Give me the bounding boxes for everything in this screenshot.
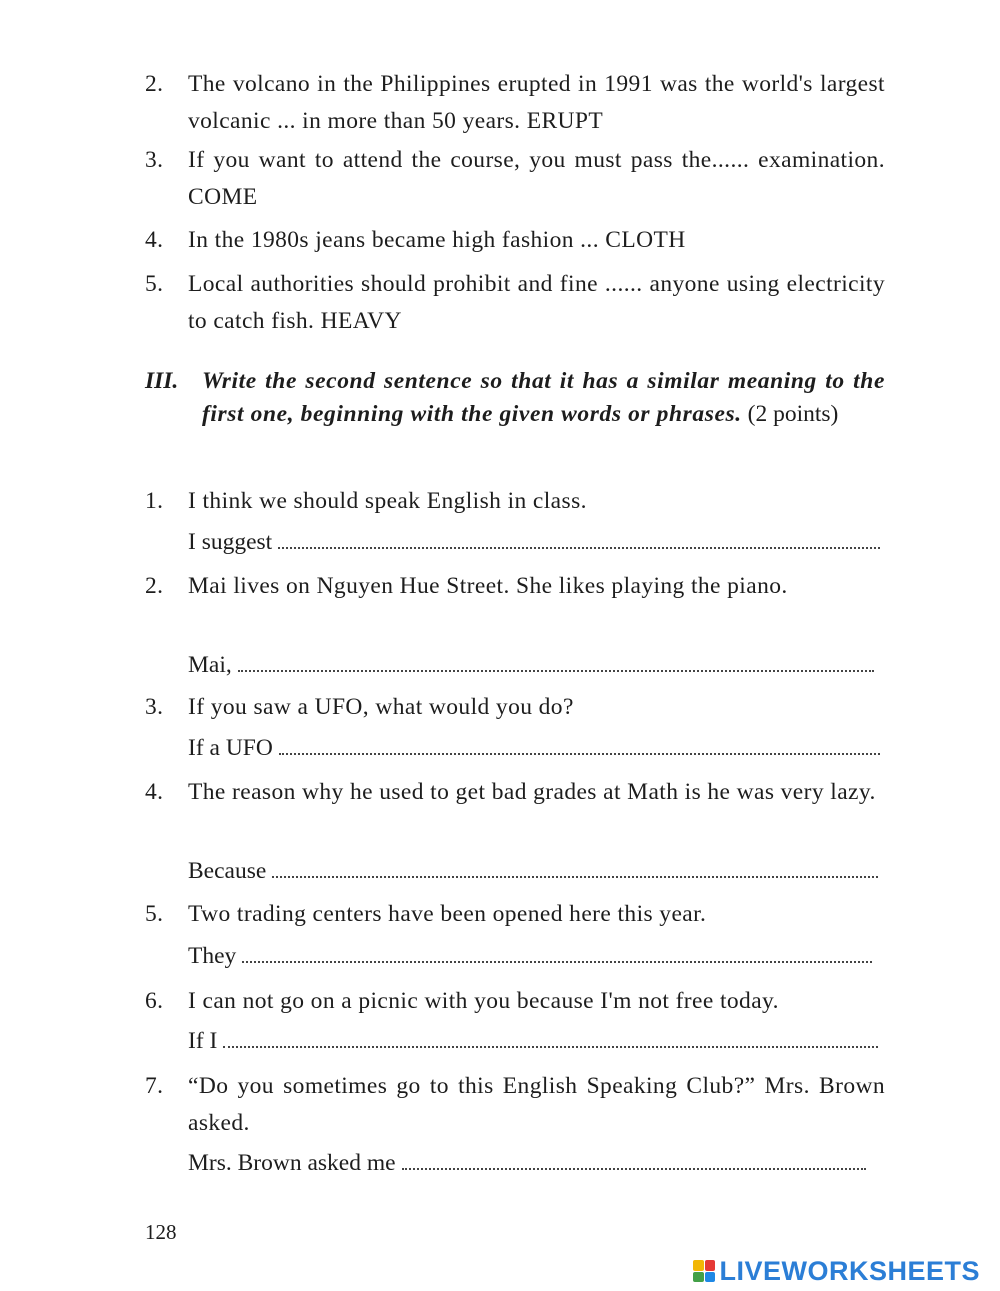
item-text: If you want to attend the course, you must pass the...... examination. COME	[188, 147, 885, 210]
item-number: 2.	[145, 573, 164, 599]
item-number: 4.	[145, 779, 164, 805]
answer-line[interactable]	[188, 1146, 866, 1180]
item-text: “Do you sometimes go to this English Speaking Club?” Mrs. Brown asked.	[188, 1073, 885, 1136]
item-text: Local authorities should prohibit and fine ...... anyone using electricity to catch fish. HEAVY	[188, 271, 885, 334]
liveworksheets-logo-icon	[693, 1260, 715, 1282]
answer-blank[interactable]	[279, 731, 880, 755]
item-text: The volcano in the Philippines erupted in 1991 was the world's largest volcanic ... in more than 50 years. ERUPT	[188, 71, 885, 134]
answer-blank[interactable]	[272, 854, 878, 878]
exercise-item	[145, 142, 885, 216]
exercise-item	[145, 222, 885, 259]
answer-line[interactable]	[188, 525, 880, 559]
item-text: If you saw a UFO, what would you do?	[188, 694, 574, 720]
item-text: I think we should speak English in class.	[188, 488, 587, 514]
exercise-item	[145, 689, 885, 726]
answer-start: If a UFO	[188, 735, 273, 761]
answer-start: Mai,	[188, 652, 232, 678]
item-number: 3.	[145, 147, 164, 173]
answer-start: Because	[188, 858, 267, 884]
item-text: Two trading centers have been opened here this year.	[188, 901, 707, 927]
item-number: 5.	[145, 901, 164, 927]
exercise-item	[145, 983, 885, 1020]
section-heading	[145, 365, 885, 465]
answer-start: I suggest	[188, 529, 273, 555]
exercise-item	[145, 483, 885, 520]
answer-blank[interactable]	[223, 1024, 878, 1048]
exercise-item	[145, 266, 885, 340]
answer-line[interactable]	[188, 854, 878, 888]
page-number: 128	[145, 1220, 177, 1244]
answer-start: Mrs. Brown asked me	[188, 1150, 396, 1176]
item-number: 2.	[145, 71, 164, 97]
brand-footer	[693, 1256, 980, 1286]
answer-line[interactable]	[188, 939, 872, 973]
logo-square	[693, 1260, 704, 1271]
logo-square	[705, 1260, 716, 1271]
section-points: (2 points)	[747, 401, 839, 427]
section-instruction-wrap	[202, 365, 885, 431]
answer-blank[interactable]	[278, 525, 880, 549]
answer-line[interactable]	[188, 731, 880, 765]
item-number: 4.	[145, 227, 164, 253]
item-number: 7.	[145, 1073, 164, 1099]
section-number: III.	[145, 368, 179, 394]
brand-name: LIVEWORKSHEETS	[719, 1256, 980, 1286]
item-text: I can not go on a picnic with you because I'm not free today.	[188, 988, 779, 1014]
item-text: Mai lives on Nguyen Hue Street. She likes playing the piano.	[188, 573, 788, 599]
section-instruction: Write the second sentence so that it has a similar meaning to the first one, beginning with the given words or phrases.	[202, 368, 885, 427]
exercise-item	[145, 568, 885, 642]
answer-start: If I	[188, 1028, 218, 1054]
answer-blank[interactable]	[242, 939, 872, 963]
item-number: 6.	[145, 988, 164, 1014]
answer-blank[interactable]	[402, 1146, 866, 1170]
exercise-item	[145, 66, 885, 140]
logo-square	[705, 1272, 716, 1283]
answer-blank[interactable]	[238, 648, 874, 672]
exercise-item	[145, 1068, 885, 1142]
item-text: In the 1980s jeans became high fashion ... CLOTH	[188, 227, 686, 253]
answer-start: They	[188, 943, 237, 969]
item-number: 3.	[145, 694, 164, 720]
item-number: 5.	[145, 271, 164, 297]
exercise-item	[145, 896, 885, 933]
logo-square	[693, 1272, 704, 1283]
item-text: The reason why he used to get bad grades at Math is he was very lazy.	[188, 779, 876, 805]
answer-line[interactable]	[188, 648, 874, 682]
answer-line[interactable]	[188, 1024, 878, 1058]
item-number: 1.	[145, 488, 164, 514]
exercise-item	[145, 774, 885, 848]
